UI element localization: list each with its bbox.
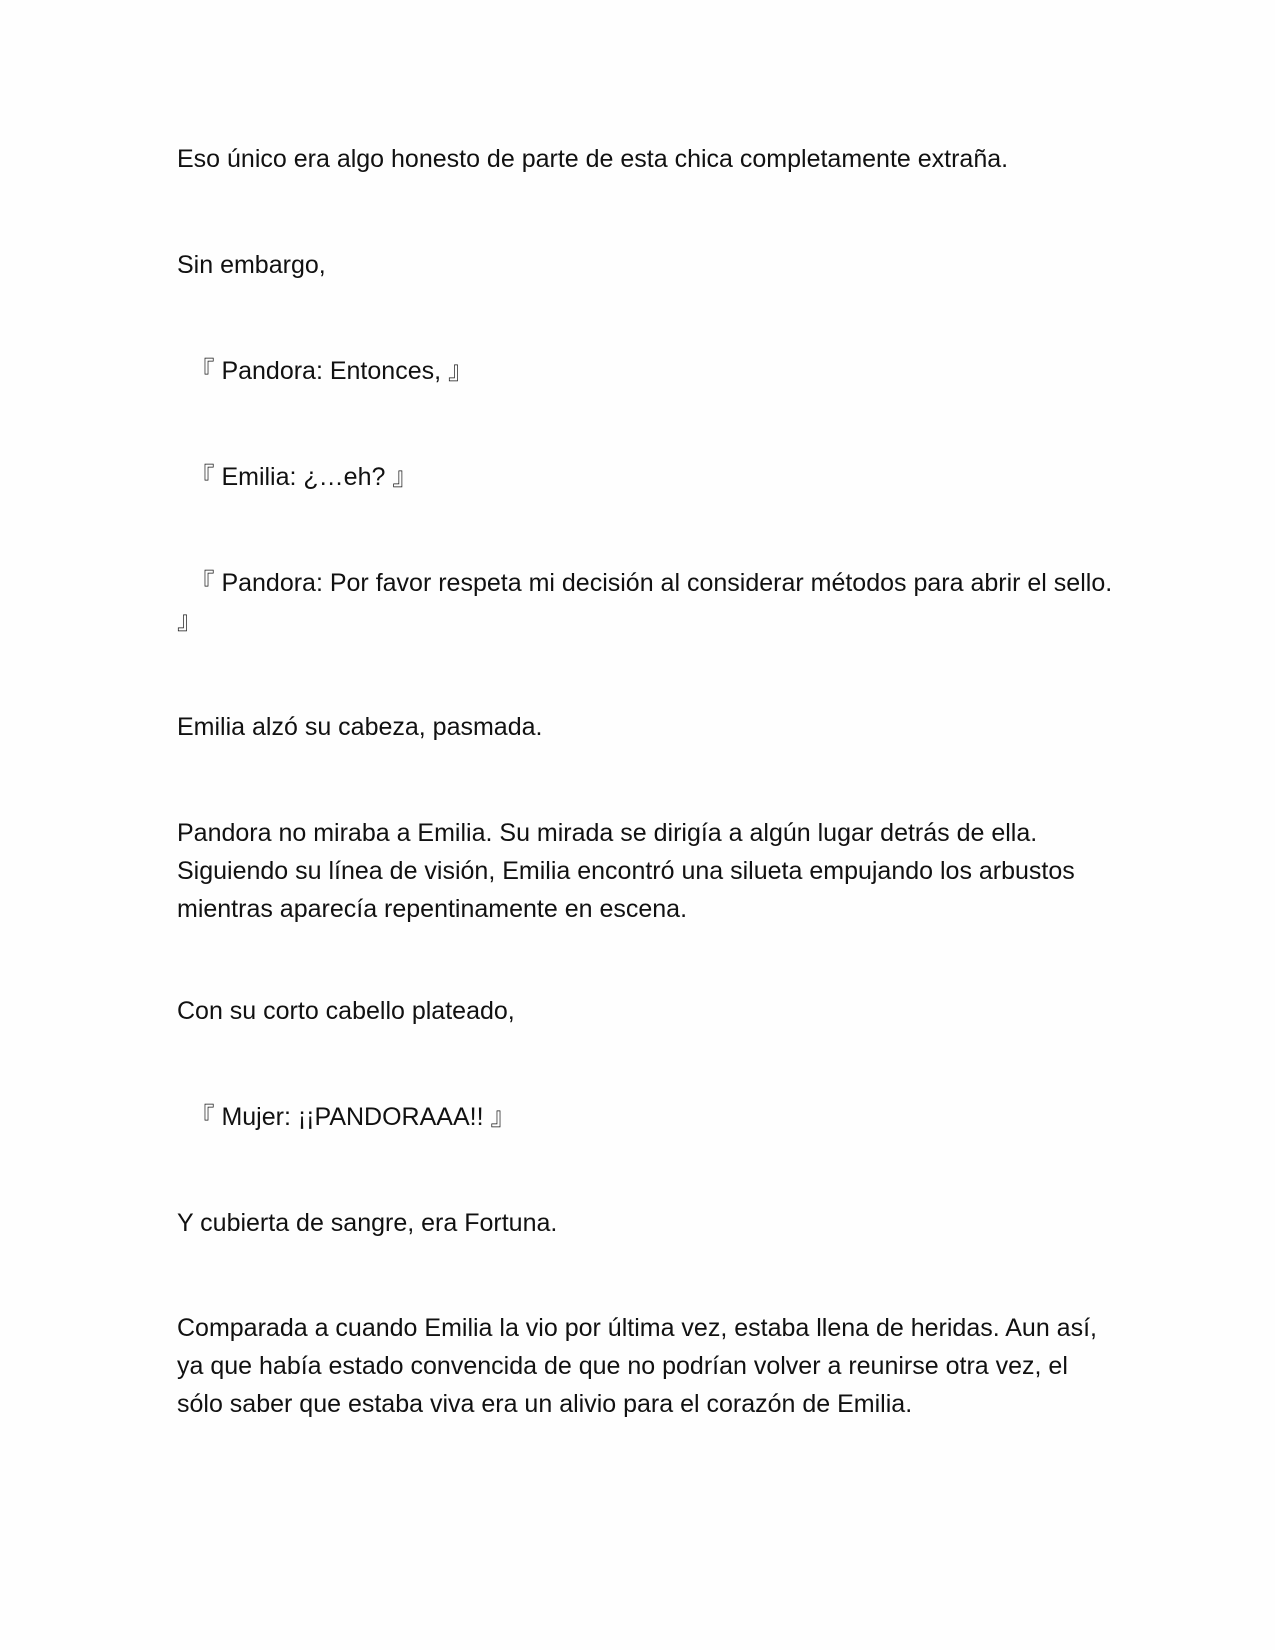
dialogue-line-2: 『 Emilia: ¿…eh? 』 bbox=[177, 463, 418, 491]
paragraph-7: Comparada a cuando Emilia la vio por última vez, estaba llena de heridas. Aun así, ya que había estado convencida de que no podrían volver a reunirse otra vez, el sólo saber que estaba viva era un alivio para el corazón de Emilia. bbox=[177, 1314, 1104, 1418]
paragraph-4: Pandora no miraba a Emilia. Su mirada se dirigía a algún lugar detrás de ella. Siguiendo su línea de visión, Emilia encontró una silueta empujando los arbustos mientras aparecía repentinamente en escena. bbox=[177, 819, 1082, 923]
paragraph-3: Emilia alzó su cabeza, pasmada. bbox=[177, 713, 543, 741]
dialogue-line-4: 『 Mujer: ¡¡PANDORAAA!! 』 bbox=[177, 1103, 516, 1131]
dialogue-line-1: 『 Pandora: Entonces, 』 bbox=[177, 357, 473, 385]
dialogue-line-3: 『 Pandora: Por favor respeta mi decisión al considerar métodos para abrir el sello. 』 bbox=[177, 569, 1120, 635]
paragraph-2: Sin embargo, bbox=[177, 251, 326, 279]
paragraph-1: Eso único era algo honesto de parte de esta chica completamente extraña. bbox=[177, 145, 1009, 173]
paragraph-6: Y cubierta de sangre, era Fortuna. bbox=[177, 1209, 558, 1237]
paragraph-5: Con su corto cabello plateado, bbox=[177, 997, 515, 1025]
